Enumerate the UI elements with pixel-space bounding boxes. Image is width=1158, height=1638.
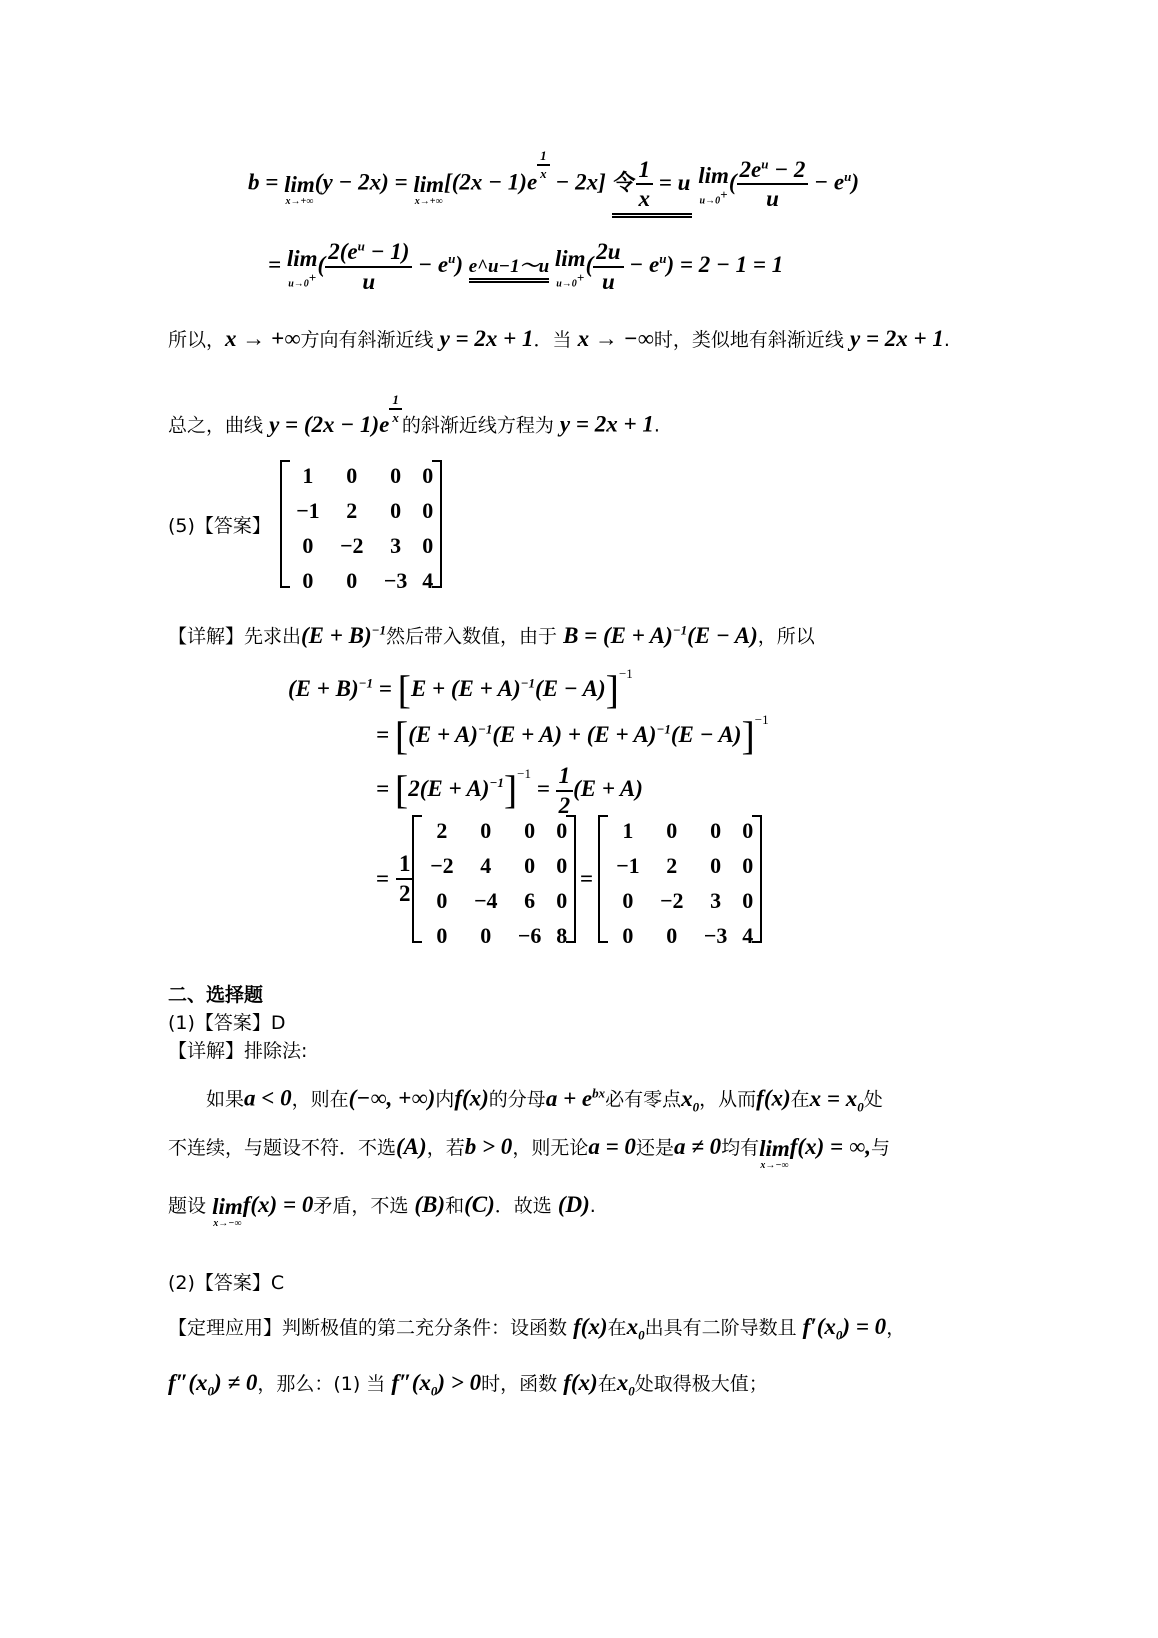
- q2-answer: (2)【答案】C: [168, 1272, 285, 1294]
- paragraph-asymptote: 所以，x → +∞方向有斜渐近线 y = 2x + 1．当 x → −∞时，类似地有斜渐近线 y = 2x + 1.: [168, 326, 950, 351]
- equation-b-line2: = lim u→0+ ( $\frac{2(e^u - 1)}{u}$ − $e^u$) e^u−1～u lim u→0+ ( $\frac{2u}{u}$ − $e^u) = 2 - 1 = 1$: [268, 238, 784, 294]
- derivation-4-eq2: =: [580, 866, 594, 891]
- detail-line: 【详解】先求出$(E + B)^{-1}$然后带入数值，由于 $B = (E + A)^{-1}(E - A)$，所以: [168, 622, 815, 648]
- section-title: 二、选择题: [168, 984, 264, 1006]
- q5-answer-label: (5)【答案】: [168, 515, 271, 537]
- derivation-4-half: $\frac{1}{2}$: [396, 850, 414, 907]
- substitution-label: 令: [613, 170, 636, 196]
- theorem-line-1: 【定理应用】判断极值的第二充分条件：设函数 f(x)在$x_0$出具有二阶导数且 $f'(x_0) = 0$，: [168, 1314, 906, 1343]
- equation-b-line1: b = lim x→+∞ (y − 2x) = lim x→+∞ [(2x − 1)e $^{\frac{1}{x}}$ − 2x] 令 $\frac{1}{x}$ = u lim u→0+ ( $\frac{2e^u - 2}{u}$ − $e^u$): [248, 148, 859, 218]
- q1-answer: (1)【答案】D: [168, 1012, 286, 1034]
- derivation-3: = $[2(E + A)^{-1}]^{-1}$ = $\frac{1}{2}$ (E + A): [376, 763, 643, 818]
- equivalence-label: e^u−1～u: [469, 251, 549, 283]
- matrix-result: 1 0 0 0 −1 2 0 0 0 −2 3 0 0 0 −3 4: [598, 815, 762, 943]
- matrix-2x: 2 0 0 0 −2 4 0 0 0 −4 6 0 0 0 −6 8: [412, 815, 576, 943]
- answer-matrix: 1 0 0 0 −1 2 0 0 0 −2 3 0 0 0 −3 4: [280, 460, 442, 588]
- q1-paragraph-1: 如果a < 0，则在(−∞, +∞)内f(x)的分母$a + e^{bx}$必有零点$x_0$，从而f(x)在$x = x_0$处: [206, 1085, 883, 1115]
- paragraph-summary: 总之，曲线 y = (2x − 1)e $^{\frac{1}{x}}$ 的斜渐近线方程为 y = 2x + 1.: [168, 392, 660, 437]
- derivation-2: = $[(E + A)^{-1}(E + A) + (E + A)^{-1}(E - A)]^{-1}$: [376, 712, 769, 758]
- q1-paragraph-3: 题设 lim x→−∞ f(x) = 0矛盾，不选 (B)和(C)．故选 (D).: [168, 1192, 596, 1229]
- q1-paragraph-2: 不连续，与题设不符．不选(A)，若b > 0，则无论a = 0还是a ≠ 0均有 lim x→−∞ f(x) = ∞,与: [168, 1134, 891, 1171]
- derivation-1: $(E + B)^{-1} = [E + (E + A)^{-1}(E - A)]^{-1}$: [288, 666, 633, 712]
- theorem-line-2: $f''(x_0) \ne 0$，那么：(1) 当 $f''(x_0) > 0$时，函数 f(x)在$x_0$处取得极大值；: [168, 1370, 768, 1399]
- derivation-4-eq: =: [376, 866, 390, 891]
- q1-detail: 【详解】排除法:: [168, 1040, 308, 1062]
